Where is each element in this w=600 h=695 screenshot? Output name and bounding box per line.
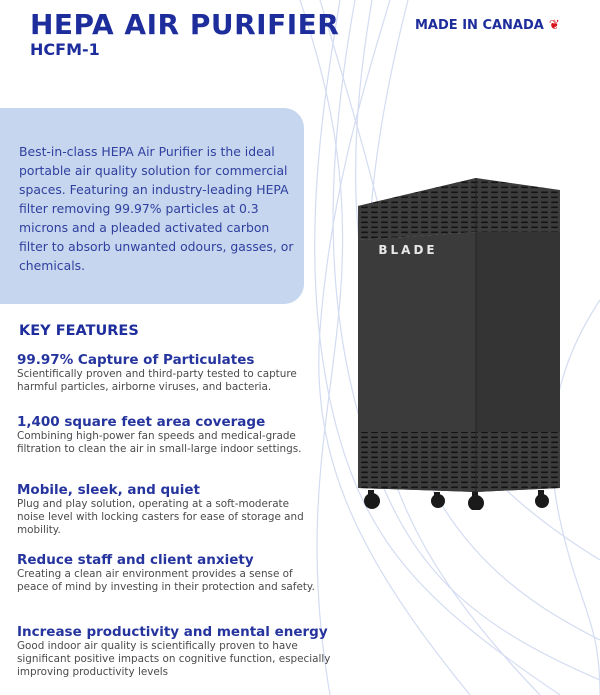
feature-title: 99.97% Capture of Particulates [17,352,255,368]
feature-title: Reduce staff and client anxiety [17,552,254,568]
intro-panel [0,108,304,304]
made-in-canada-badge [415,18,560,33]
feature-item [17,624,337,680]
origin-label: MADE IN CANADA [415,18,544,33]
key-features-heading: KEY FEATURES [19,323,139,339]
feature-item [17,352,317,394]
feature-title: 1,400 square feet area coverage [17,414,266,430]
model-number: HCFM-1 [30,40,100,59]
feature-text: Creating a clean air environment provides a sense of peace of mind by investing in their protection and safety. [17,568,315,594]
maple-leaf-icon: ❦ [548,18,560,33]
feature-text: Plug and play solution, operating at a soft-moderate noise level with locking casters for ease of storage and mobility. [17,498,304,537]
feature-item [17,552,317,594]
feature-text: Good indoor air quality is scientifically proven to have significant positive impacts on cognitive function, especially improving productivity levels [17,640,331,679]
intro-text: Best-in-class HEPA Air Purifier is the ideal portable air quality solution for commercial spaces. Featuring an industry-leading HEPA filter removing 99.97% particles at 0.3 microns and a pleaded activated carbon filter to absorb unwanted odours, gasses, or chemicals. [19,144,294,273]
feature-item [17,414,317,456]
feature-title: Mobile, sleek, and quiet [17,482,200,498]
page-title: HEPA AIR PURIFIER [30,8,340,41]
air-purifier-product-image [350,170,560,510]
brand-logo: BLADE [378,243,438,257]
feature-item [17,482,317,538]
feature-text: Scientifically proven and third-party tested to capture harmful particles, airborne viruses, and bacteria. [17,368,297,394]
feature-text: Combining high-power fan speeds and medical-grade filtration to clean the air in small-large indoor settings. [17,430,302,456]
feature-title: Increase productivity and mental energy [17,624,328,640]
